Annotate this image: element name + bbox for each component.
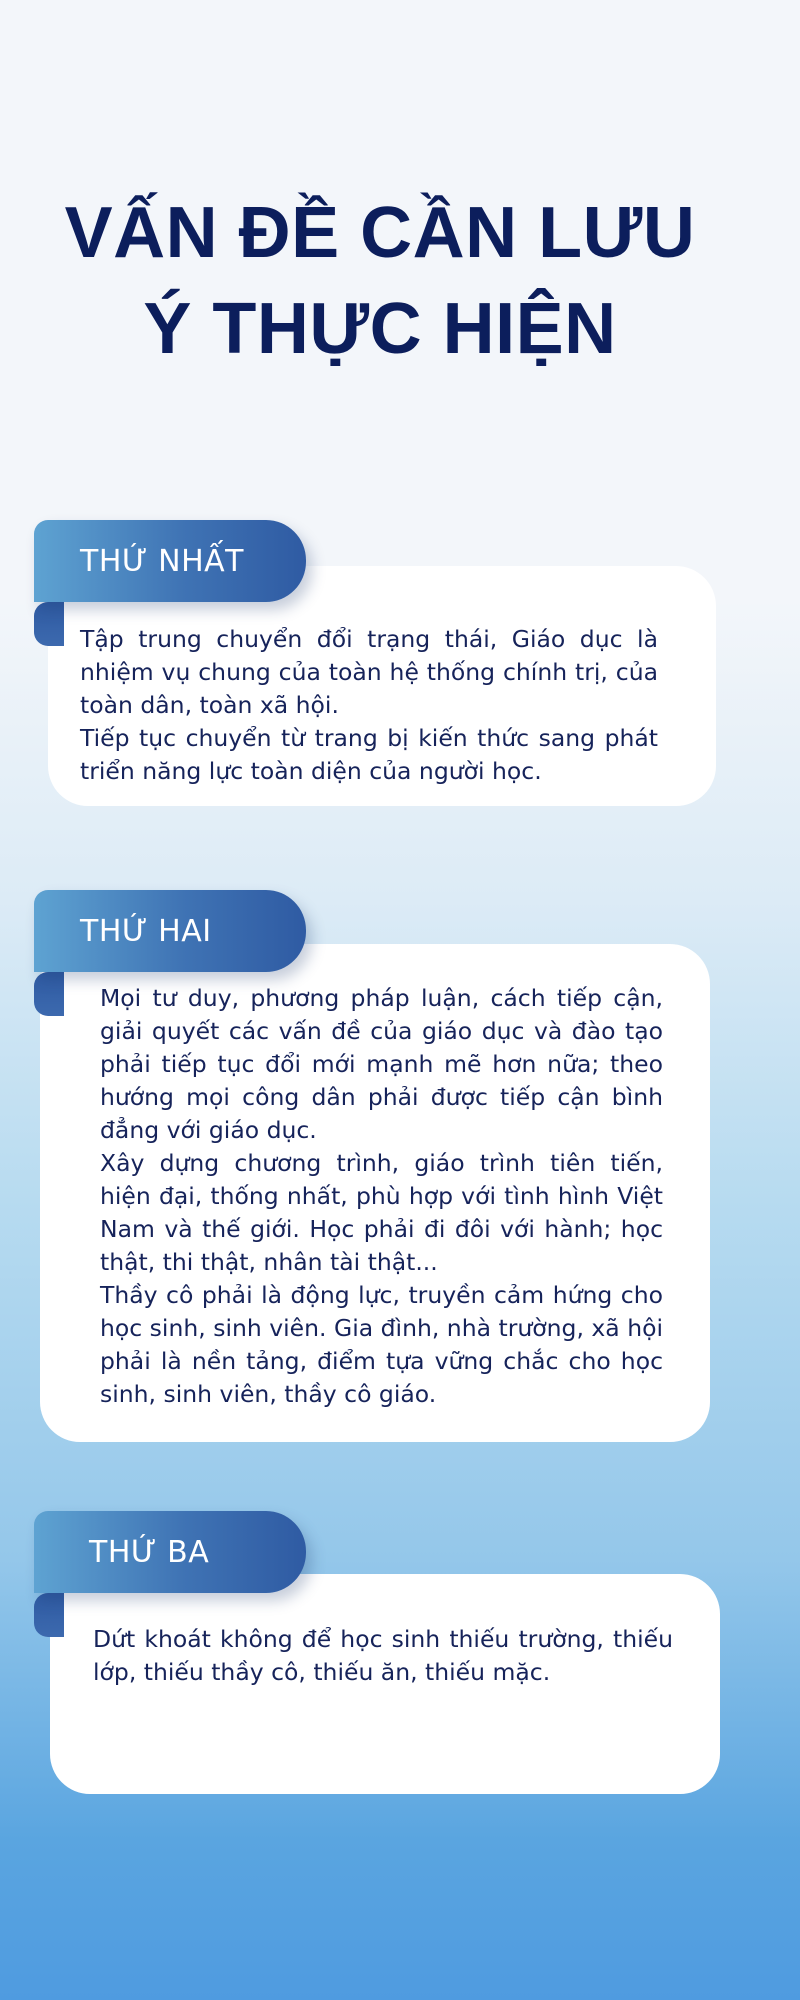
page-title — [0, 185, 760, 377]
section-first-paragraph: Tiếp tục chuyển từ trang bị kiến thức sang phát triển năng lực toàn diện của người học. — [80, 724, 658, 785]
section-first-text — [80, 623, 658, 788]
section-third-label: THỨ BA — [89, 1534, 210, 1570]
section-third-tab — [34, 1511, 306, 1593]
section-second-paragraph: Thầy cô phải là động lực, truyền cảm hứng cho học sinh, sinh viên. Gia đình, nhà trường, xã hội phải là nền tảng, điểm tựa vững chắc cho học sinh, sinh viên, thầy cô giáo. — [100, 1281, 663, 1408]
section-second-label: THỨ HAI — [80, 913, 212, 949]
section-second-paragraph: Mọi tư duy, phương pháp luận, cách tiếp cận, giải quyết các vấn đề của giáo dục và đào tạo phải tiếp tục đổi mới mạnh mẽ hơn nữa; theo hướng mọi công dân phải được tiếp cận bình đẳng với giáo dục. — [100, 984, 663, 1144]
section-second-text — [100, 982, 663, 1411]
section-third-tab-fold — [34, 1593, 64, 1637]
section-second-paragraph: Xây dựng chương trình, giáo trình tiên tiến, hiện đại, thống nhất, phù hợp với tình hình Việt Nam và thế giới. Học phải đi đôi với hành; học thật, thi thật, nhân tài thật... — [100, 1149, 663, 1276]
section-second-tab — [34, 890, 306, 972]
section-third-text — [93, 1623, 673, 1689]
section-first-paragraph: Tập trung chuyển đổi trạng thái, Giáo dục là nhiệm vụ chung của toàn hệ thống chính trị, của toàn dân, toàn xã hội. — [80, 625, 658, 719]
section-third-paragraph: Dứt khoát không để học sinh thiếu trường, thiếu lớp, thiếu thầy cô, thiếu ăn, thiếu mặc. — [93, 1625, 673, 1686]
page-title-line-2: Ý THỰC HIỆN — [143, 289, 617, 369]
section-first-tab-fold — [34, 602, 64, 646]
page-title-line-1: VẤN ĐỀ CẦN LƯU — [64, 193, 696, 273]
section-second-tab-fold — [34, 972, 64, 1016]
section-first-tab — [34, 520, 306, 602]
section-first-label: THỨ NHẤT — [80, 543, 245, 579]
